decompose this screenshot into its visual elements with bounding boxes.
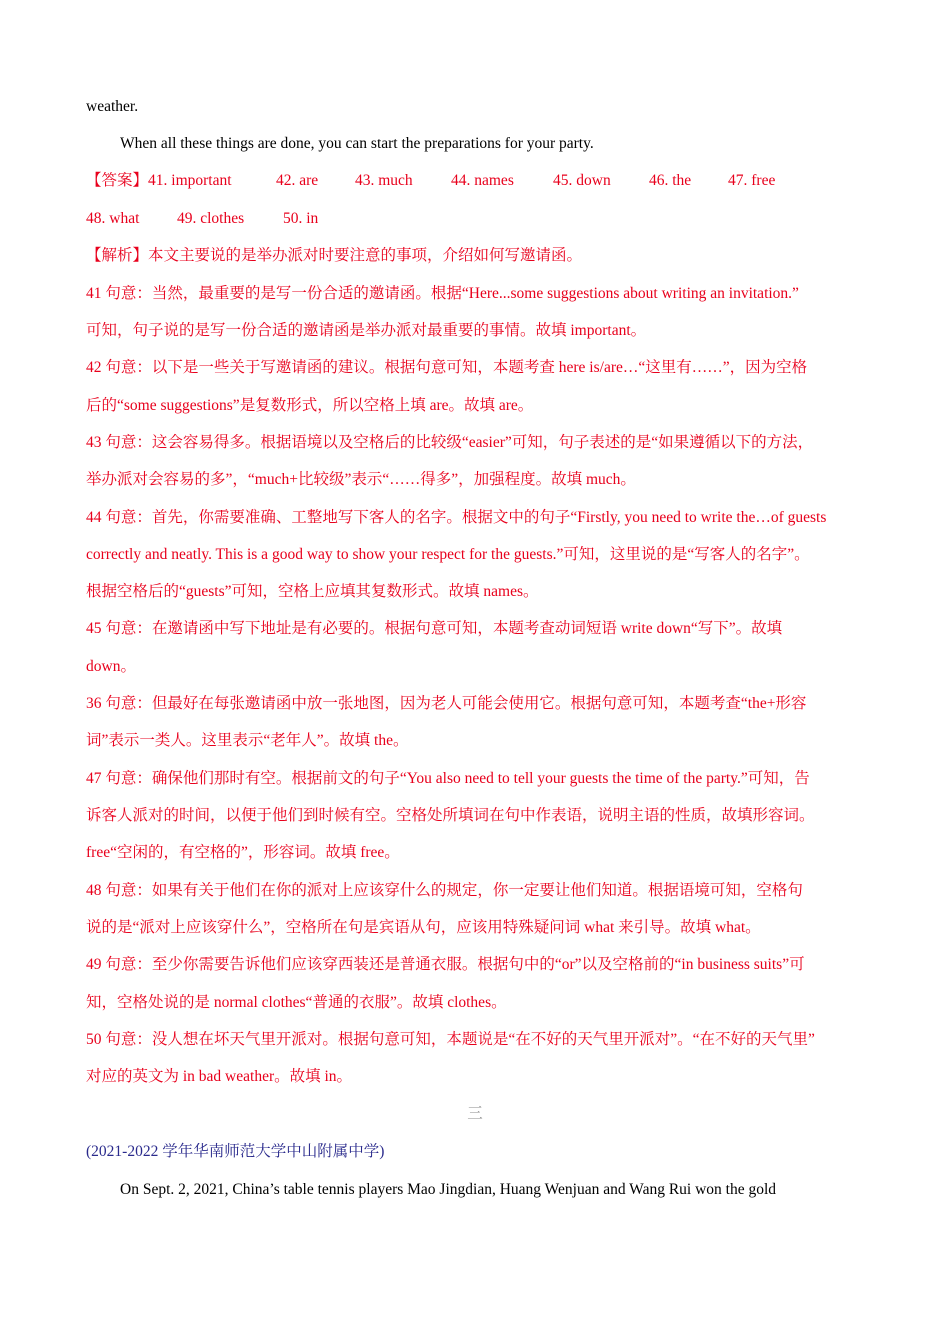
analysis-summary: 本文主要说的是举办派对时要注意的事项，介绍如何写邀请函。: [148, 247, 583, 264]
analysis-line: 42 句意：以下是一些关于写邀请函的建议。根据句意可知，本题考查 here is/are…“这里有……”，因为空格: [86, 359, 808, 376]
analysis-line: 后的“some suggestions”是复数形式，所以空格上填 are。故填 are。: [86, 397, 534, 414]
analysis-line: 41 句意：当然，最重要的是写一份合适的邀请函。根据“Here...some suggestions about writing an invitation.”: [86, 285, 799, 302]
analysis-line: 词”表示一类人。这里表示“老年人”。故填 the。: [86, 732, 409, 749]
analysis-line: 47 句意：确保他们那时有空。根据前文的句子“You also need to tell your guests the time of the party.”可知，告: [86, 770, 810, 787]
answer-item: 43. much: [355, 172, 413, 189]
analysis-line: 根据空格后的“guests”可知，空格上应填其复数形式。故填 names。: [86, 583, 539, 600]
analysis-line: 45 句意：在邀请函中写下地址是有必要的。根据句意可知，本题考查动词短语 write down“写下”。故填: [86, 620, 783, 637]
analysis-line: 50 句意：没人想在坏天气里开派对。根据句意可知，本题说是“在不好的天气里开派对”。“在不好的天气里”: [86, 1031, 815, 1048]
analysis-line: 说的是“派对上应该穿什么”，空格所在句是宾语从句，应该用特殊疑问词 what 来引导。故填 what。: [86, 919, 761, 936]
analysis-line: 知，空格处说的是 normal clothes“普通的衣服”。故填 clothes。: [86, 994, 507, 1011]
answer-item: 45. down: [553, 172, 611, 189]
analysis-line: 对应的英文为 in bad weather。故填 in。: [86, 1068, 353, 1085]
answer-item: 48. what: [86, 210, 140, 227]
passage-line: When all these things are done, you can start the preparations for your party.: [120, 135, 594, 152]
answer-item: 42. are: [276, 172, 319, 189]
answer-item: 49. clothes: [177, 210, 245, 227]
passage-line: On Sept. 2, 2021, China’s table tennis players Mao Jingdian, Huang Wenjuan and Wang Rui won the gold: [120, 1181, 777, 1198]
analysis-line: 43 句意：这会容易得多。根据语境以及空格后的比较级“easier”可知，句子表述的是“如果遵循以下的方法，: [86, 434, 814, 451]
analysis-line: correctly and neatly. This is a good way to show your respect for the guests.”可知，这里说的是“写客人的名字”。: [86, 546, 810, 563]
analysis-header: [86, 246, 866, 266]
answer-label: 【答案】: [86, 172, 149, 189]
answer-item: 47. free: [728, 172, 776, 189]
answer-item: 50. in: [283, 210, 319, 227]
analysis-line: 49 句意：至少你需要告诉他们应该穿西装还是普通衣服。根据句中的“or”以及空格前的“in business suits”可: [86, 956, 805, 973]
analysis-line: 44 句意：首先，你需要准确、工整地写下客人的名字。根据文中的句子“Firstly, you need to write the…of guests: [86, 509, 827, 526]
analysis-line: down。: [86, 658, 136, 675]
answer-row: [86, 171, 866, 191]
analysis-line: 48 句意：如果有关于他们在你的派对上应该穿什么的规定，你一定要让他们知道。根据语境可知，空格句: [86, 882, 803, 899]
passage-line: weather.: [86, 98, 139, 115]
analysis-line: 诉客人派对的时间，以便于他们到时候有空。空格处所填词在句中作表语，说明主语的性质，故填形容词。: [86, 807, 815, 824]
source-label: (2021-2022 学年华南师范大学中山附属中学): [86, 1143, 385, 1160]
analysis-line: free“空闲的，有空格的”，形容词。故填 free。: [86, 844, 400, 861]
analysis-line: 举办派对会容易的多”，“much+比较级”表示“……得多”，加强程度。故填 much。: [86, 471, 636, 488]
section-number: 三: [467, 1105, 483, 1122]
answer-item: 44. names: [451, 172, 514, 189]
answer-row: [86, 209, 866, 229]
analysis-line: 可知，句子说的是写一份合适的邀请函是举办派对最重要的事情。故填 important。: [86, 322, 647, 339]
answer-item: 41. important: [148, 172, 232, 189]
answer-item: 46. the: [649, 172, 692, 189]
analysis-label: 【解析】: [86, 247, 149, 264]
analysis-line: 36 句意：但最好在每张邀请函中放一张地图，因为老人可能会使用它。根据句意可知，本题考查“the+形容: [86, 695, 807, 712]
